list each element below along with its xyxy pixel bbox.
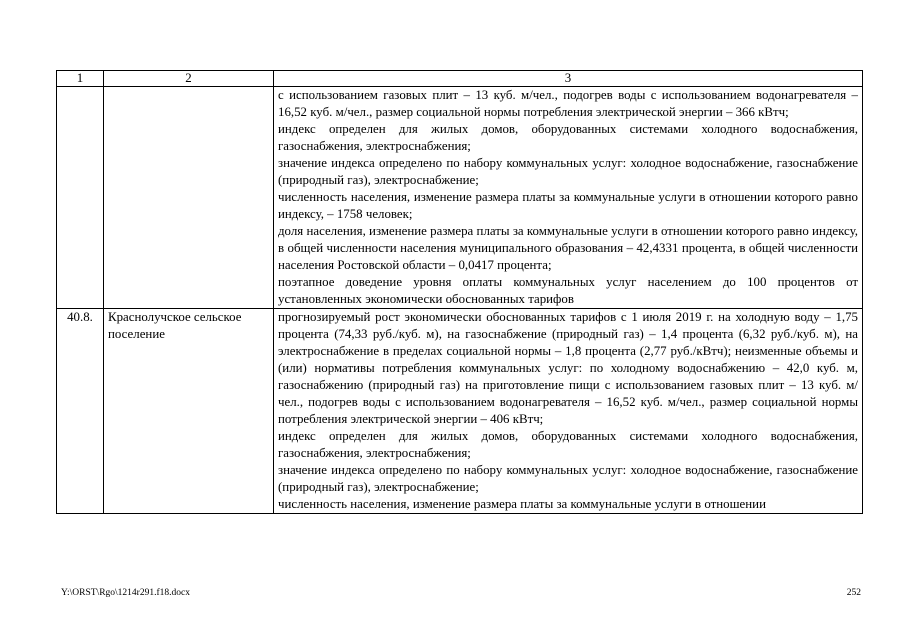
paragraph: значение индекса определено по набору коммунальных услуг: холодное водоснабжение, газоснабжение (природный газ), электроснабжение; [278,156,858,187]
paragraph: численность населения, изменение размера платы за коммунальные услуги в отношении которого равно индексу, – 1758 человек; [278,190,858,221]
paragraph: поэтапное доведение уровня оплаты коммунальных услуг населением до 100 процентов от установленных экономически обоснованных тарифов [278,275,858,306]
header-col-1: 1 [57,71,104,87]
row-description [274,87,863,309]
row-settlement-name [104,87,274,309]
row-settlement-name: Краснолучское сельское поселение [104,309,274,514]
header-col-2: 2 [104,71,274,87]
paragraph: прогнозируемый рост экономически обоснованных тарифов с 1 июля 2019 г. на холодную воду – 1,75 процента (74,33 руб./куб. м), на газоснабжение (природный газ) – 1,4 процента (6,32 руб./куб. м), на электроснабжение в пределах социальной нормы – 1,8 процента (2,77 руб./кВтч); неизменные объемы и (или) нормативы потребления коммунальных услуг: по холодному водоснабжению – 42,0 куб. м, газоснабжению (природный газ) на приготовление пищи с использованием газовых плит – 13 куб. м/чел., подогрев воды с использованием водонагревателя – 16,52 куб. м/чел., размер социальной нормы потребления электрической энергии – 406 кВтч; [278,310,858,426]
paragraph: значение индекса определено по набору коммунальных услуг: холодное водоснабжение, газоснабжение (природный газ), электроснабжение; [278,463,858,494]
header-col-3: 3 [274,71,863,87]
footer-file-path: Y:\ORST\Rgo\1214r291.f18.docx [61,588,190,598]
row-number [57,87,104,309]
paragraph: численность населения, изменение размера платы за коммунальные услуги в отношении [278,497,766,511]
row-description [274,309,863,514]
paragraph: индекс определен для жилых домов, оборудованных системами холодного водоснабжения, газоснабжения, электроснабжения; [278,429,858,460]
tariff-table [56,70,863,514]
table-row [57,87,863,309]
footer-page-number: 252 [846,588,861,598]
table-row [57,309,863,514]
paragraph: с использованием газовых плит – 13 куб. м/чел., подогрев воды с использованием водонагревателя – 16,52 куб. м/чел., размер социальной нормы потребления электрической энергии – 366 кВтч; [278,88,858,119]
paragraph: индекс определен для жилых домов, оборудованных системами холодного водоснабжения, газоснабжения, электроснабжения; [278,122,858,153]
paragraph: доля населения, изменение размера платы за коммунальные услуги в отношении которого равно индексу, в общей численности населения муниципального образования – 42,4331 процента, в общей численности населения Ростовской области – 0,0417 процента; [278,224,858,272]
row-number: 40.8. [57,309,104,514]
table-header-row [57,71,863,87]
